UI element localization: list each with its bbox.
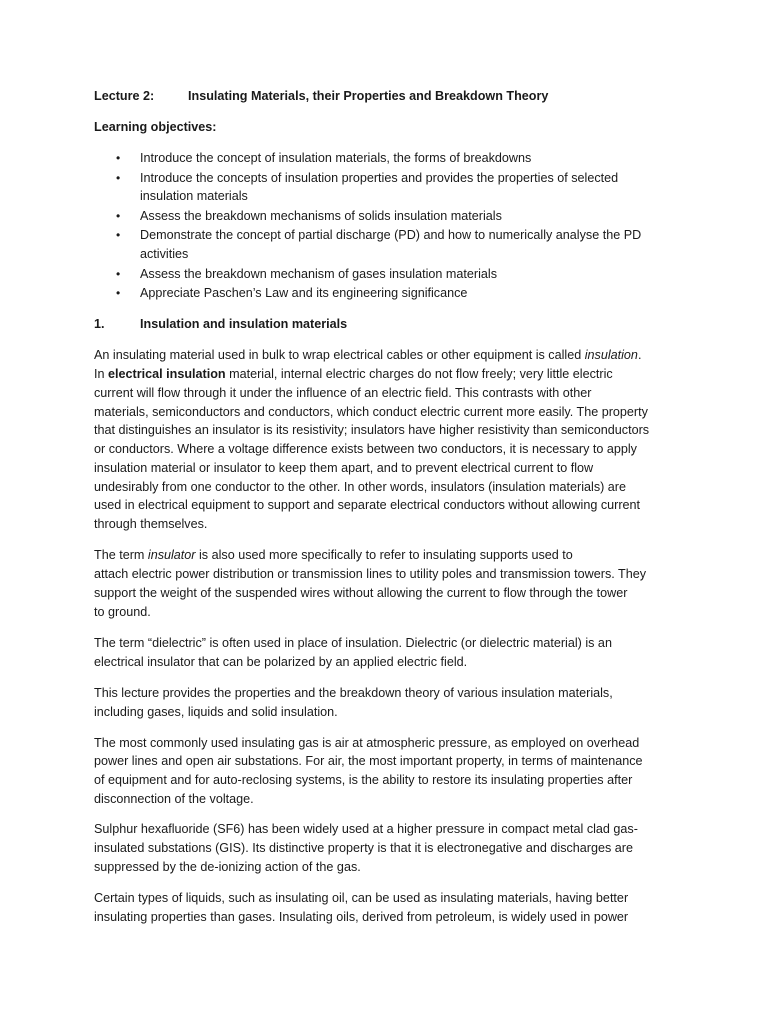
section-number: 1. (94, 317, 105, 331)
bullet-icon: • (116, 228, 121, 242)
text-line: through themselves. (94, 517, 208, 531)
lecture-label: Lecture 2: (94, 89, 155, 103)
text-run: The term (94, 548, 148, 562)
text-line: Certain types of liquids, such as insulating oil, can be used as insulating materials, having better (94, 891, 629, 905)
text-run: An insulating material used in bulk to wrap electrical cables or other equipment is called (94, 348, 585, 362)
text-line: materials, semiconductors and conductors, which conduct electric current more easily. The property (94, 405, 648, 419)
text-line: insulation material or insulator to keep them apart, and to prevent electrical current to flow (94, 461, 594, 475)
text-line: current will flow through it under the influence of an electric field. This contrasts with other (94, 386, 592, 400)
text-line: The term “dielectric” is often used in place of insulation. Dielectric (or dielectric material) is an (94, 636, 612, 650)
list-item-text: Assess the breakdown mechanism of gases insulation materials (140, 267, 497, 281)
text-line: Sulphur hexafluoride (SF6) has been widely used at a higher pressure in compact metal clad gas- (94, 822, 638, 836)
lecture-title: Insulating Materials, their Properties and Breakdown Theory (188, 89, 549, 103)
text-line: The most commonly used insulating gas is air at atmospheric pressure, as employed on overhead (94, 736, 640, 750)
list-item-text: Demonstrate the concept of partial discharge (PD) and how to numerically analyse the PD (140, 228, 642, 242)
text-line: used in electrical equipment to support and separate electrical conductors without allowing current (94, 498, 641, 512)
text-run: insulator (147, 548, 196, 562)
text-line: disconnection of the voltage. (94, 792, 254, 806)
list-item-text: Assess the breakdown mechanisms of solids insulation materials (140, 209, 502, 223)
list-item-text: Introduce the concepts of insulation properties and provides the properties of selected (140, 171, 619, 185)
list-item-text: Introduce the concept of insulation materials, the forms of breakdowns (140, 151, 532, 165)
text-run: material, internal electric charges do not flow freely; very little electric (225, 367, 613, 381)
text-run: insulation (584, 348, 638, 362)
bullet-icon: • (116, 267, 121, 281)
text-line: that distinguishes an insulator is its resistivity; insulators have higher resistivity than semiconductors (94, 423, 650, 437)
text-line: insulated substations (GIS). Its distinctive property is that it is electronegative and discharges are (94, 841, 633, 855)
text-line: of equipment and for auto-reclosing systems, is the ability to restore its insulating properties after (94, 773, 633, 787)
text-line: insulating properties than gases. Insulating oils, derived from petroleum, is widely used in power (94, 910, 629, 924)
lecture-header (94, 87, 549, 106)
text-run: is also used more specifically to refer to insulating supports used to (195, 548, 573, 562)
bullet-icon: • (116, 209, 121, 223)
text-line (94, 346, 641, 365)
text-line: including gases, liquids and solid insulation. (94, 705, 338, 719)
bullet-icon: • (116, 171, 121, 185)
text-line: This lecture provides the properties and the breakdown theory of various insulation materials, (94, 686, 613, 700)
text-line: support the weight of the suspended wires without allowing the current to flow through the tower (94, 586, 628, 600)
bullet-icon: • (116, 151, 121, 165)
text-line (94, 546, 573, 565)
text-line: or conductors. Where a voltage difference exists between two conductors, it is necessary to apply (94, 442, 637, 456)
text-line: undesirably from one conductor to the other. In other words, insulators (insulation materials) are (94, 480, 627, 494)
text-line: attach electric power distribution or transmission lines to utility poles and transmission towers. They (94, 567, 647, 581)
section-title: Insulation and insulation materials (140, 317, 348, 331)
list-item-text: insulation materials (140, 189, 248, 203)
bullet-icon: • (116, 286, 121, 300)
list-item-text: activities (140, 247, 189, 261)
text-line: power lines and open air substations. For air, the most important property, in terms of maintenance (94, 754, 643, 768)
text-line: to ground. (94, 605, 151, 619)
text-run: electrical insulation (108, 367, 226, 381)
text-line (94, 365, 613, 384)
text-line: electrical insulator that can be polarized by an applied electric field. (94, 655, 468, 669)
list-item-text: Appreciate Paschen’s Law and its engineering significance (140, 286, 468, 300)
section-heading (94, 315, 348, 334)
objectives-heading: Learning objectives: (94, 120, 217, 134)
text-line: suppressed by the de-ionizing action of the gas. (94, 860, 361, 874)
text-run: In (94, 367, 109, 381)
text-run: . (637, 348, 642, 362)
